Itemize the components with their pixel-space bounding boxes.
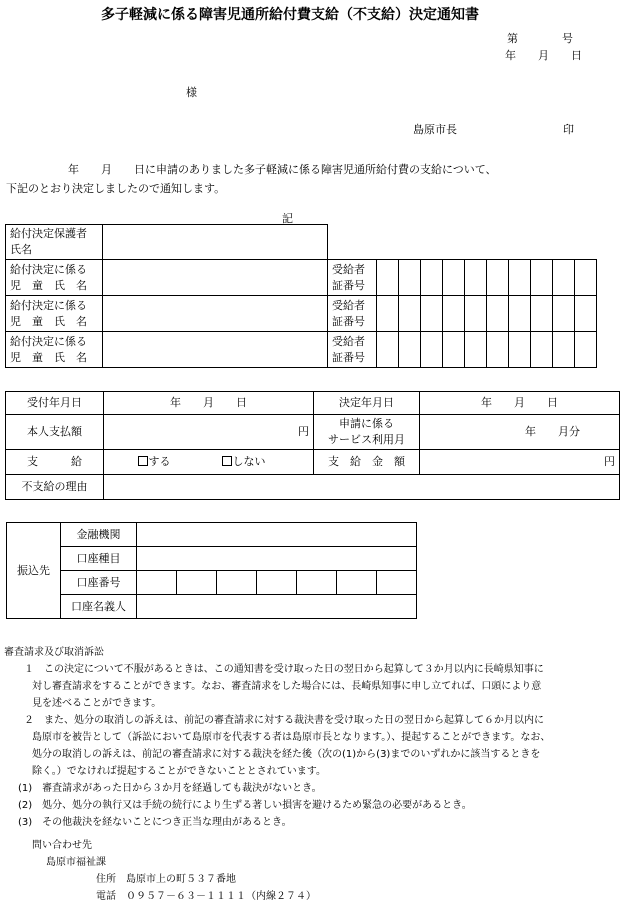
child-label-line2: 児 童 氏 名 [10,278,87,292]
seal-mark: 印 [563,123,574,136]
child-row [6,296,597,332]
account-type-row [7,547,417,571]
pay-no-checkbox[interactable] [222,455,266,468]
notice-line: 島原市を被告として（訴訟において島原市を代表する者は島原市長となります。）、提起することができます。なお、 [32,732,551,743]
service-month-line1: 申請に係る [339,417,394,430]
account-number-label: 口座番号 [61,571,137,595]
recipient-digit-cell[interactable] [443,296,465,332]
recipient-label-line1: 受給者 [332,298,365,312]
recipient-digit-cell[interactable] [421,296,443,332]
account-number-row [7,571,417,595]
contact-address: 住所 島原市上の町５３７番地 [96,874,236,885]
appeal-heading: 審査請求及び取消訴訟 [4,647,104,658]
pay-decision-row [6,450,620,475]
child-name-field[interactable] [103,260,328,296]
recipient-digit-cell[interactable] [487,332,509,368]
child-label [6,296,103,332]
intro-line-1: 年 月 日に申請のありました多子軽減に係る障害児通所給付費の支給について、 [68,163,497,176]
child-label-line1: 給付決定に係る [10,262,87,276]
child-label [6,332,103,368]
recipient-digit-cell[interactable] [465,260,487,296]
recipient-digit-cell[interactable] [399,332,421,368]
bank-field[interactable] [137,523,417,547]
service-month-label [314,415,420,450]
recipient-digit-cell[interactable] [377,296,399,332]
intro-line-2: 下記のとおり決定しましたので通知します。 [6,182,226,195]
reason-row [6,475,620,500]
guardian-row [6,225,597,260]
recipient-digit-cell[interactable] [421,332,443,368]
recipient-table [5,224,597,368]
received-date-field[interactable]: 年 月 日 [104,392,314,415]
account-holder-label: 口座名義人 [61,595,137,619]
recipient-digit-cell[interactable] [531,296,553,332]
recipient-digit-cell[interactable] [443,260,465,296]
child-label-line1: 給付決定に係る [10,334,87,348]
appeal-notice [4,644,618,905]
child-name-field[interactable] [103,296,328,332]
notice-line: (2) 処分、処分の執行又は手続の続行により生ずる著しい損害を避けるため緊急の必要があるとき。 [18,800,472,811]
issuer-name: 島原市長 [413,123,457,136]
child-label-line1: 給付決定に係る [10,298,87,312]
bank-label: 金融機関 [61,523,137,547]
pay-amount-field[interactable]: 円 [420,450,620,475]
account-digit-cell[interactable] [177,571,217,595]
decision-date-field[interactable]: 年 月 日 [420,392,620,415]
document-title: 多子軽減に係る障害児通所給付費支給（不支給）決定通知書 [101,7,479,23]
account-digit-cell[interactable] [297,571,337,595]
recipient-digit-cell[interactable] [421,260,443,296]
guardian-label-line2: 氏名 [10,243,32,256]
recipient-number-label [328,332,377,368]
child-name-field[interactable] [103,332,328,368]
account-type-field[interactable] [137,547,417,571]
payment-amount-field[interactable]: 円 [104,415,314,450]
transfer-label: 振込先 [7,523,61,619]
non-payment-reason-label: 不支給の理由 [6,475,104,500]
checkbox-icon [138,456,148,466]
pay-no-label: しない [232,455,266,468]
account-holder-row [7,595,417,619]
transfer-table [6,522,417,619]
account-digit-cell[interactable] [137,571,177,595]
recipient-digit-cell[interactable] [487,260,509,296]
pay-amount-label: 支 給 金 額 [314,450,420,475]
decision-table [5,391,620,500]
notice-line: 見を述べることができます。 [32,698,162,709]
recipient-digit-cell[interactable] [465,296,487,332]
child-label-line2: 児 童 氏 名 [10,350,87,364]
account-digit-cell[interactable] [217,571,257,595]
decision-date-label: 決定年月日 [314,392,420,415]
recipient-digit-cell[interactable] [531,332,553,368]
recipient-digit-cell[interactable] [399,296,421,332]
pay-options [104,450,314,475]
recipient-digit-cell[interactable] [553,332,575,368]
contact-heading: 問い合わせ先 [32,840,92,851]
recipient-digit-cell[interactable] [465,332,487,368]
recipient-label-line2: 証番号 [332,278,365,292]
checkbox-icon [222,456,232,466]
bank-row [7,523,417,547]
recipient-digit-cell[interactable] [509,260,531,296]
recipient-digit-cell[interactable] [575,260,597,296]
payment-amount-label: 本人支払額 [6,415,104,450]
recipient-label-line1: 受給者 [332,262,365,276]
pay-yes-label: する [148,455,171,468]
account-digit-cell[interactable] [257,571,297,595]
pay-label: 支 給 [6,450,104,475]
recipient-digit-cell[interactable] [377,332,399,368]
contact-department: 島原市福祉課 [46,857,106,868]
account-digit-cell[interactable] [377,571,417,595]
notice-line: １ この決定について不服があるときは、この通知書を受け取った日の翌日から起算して３か月以内に長崎県知事に [24,664,544,675]
pay-yes-checkbox[interactable] [138,455,171,468]
guardian-label-line1: 給付決定保護者 [10,227,87,240]
notice-line: ２ また、処分の取消しの訴えは、前記の審査請求に対する裁決書を受け取った日の翌日から起算して６か月以内に [24,715,544,726]
recipient-digit-cell[interactable] [553,296,575,332]
child-label [6,260,103,296]
guardian-label [6,225,103,260]
document-number: 第 号 [507,32,573,45]
recipient-digit-cell[interactable] [531,260,553,296]
recipient-label-line2: 証番号 [332,350,365,364]
recipient-digit-cell[interactable] [509,296,531,332]
recipient-digit-cell[interactable] [509,332,531,368]
account-digit-cell[interactable] [337,571,377,595]
recipient-label-line2: 証番号 [332,314,365,328]
notice-line: 処分の取消しの訴えは、前記の審査請求に対する裁決を経た後（次の(1)から(3)までのいずれかに該当するときを [32,749,541,760]
notice-line: 対し審査請求をすることができます。なお、審査請求をした場合には、長崎県知事に申し立てれば、口頭により意 [32,681,542,692]
child-row [6,260,597,296]
account-type-label: 口座種目 [61,547,137,571]
service-month-field[interactable]: 年 月分 [420,415,620,450]
service-month-line2: サービス利用月 [328,433,405,446]
recipient-digit-cell[interactable] [399,260,421,296]
recipient-digit-cell[interactable] [575,332,597,368]
recipient-number-label [328,260,377,296]
recipient-number-label [328,296,377,332]
recipient-label-line1: 受給者 [332,334,365,348]
document-date: 年 月 日 [505,49,582,62]
non-payment-reason-field[interactable] [104,475,620,500]
recipient-digit-cell[interactable] [487,296,509,332]
child-row [6,332,597,368]
payment-row [6,415,620,450]
recipient-digit-cell[interactable] [377,260,399,296]
contact-phone: 電話 ０９５７－６３－１１１１（内線２７４） [96,891,316,902]
recipient-digit-cell[interactable] [443,332,465,368]
account-holder-field[interactable] [137,595,417,619]
notice-line: (1) 審査請求があった日から３か月を経過しても裁決がないとき。 [18,783,322,794]
addressee-honorific: 様 [186,86,197,99]
recipient-digit-cell[interactable] [553,260,575,296]
notice-line: (3) その他裁決を経ないことにつき正当な理由があるとき。 [18,817,292,828]
received-date-label: 受付年月日 [6,392,104,415]
child-label-line2: 児 童 氏 名 [10,314,87,328]
date-row [6,392,620,415]
ki-label: 記 [282,212,293,225]
recipient-digit-cell[interactable] [575,296,597,332]
guardian-name-field[interactable] [103,225,328,260]
notice-line: 除く。）でなければ提起することができないこととされています。 [32,766,326,777]
